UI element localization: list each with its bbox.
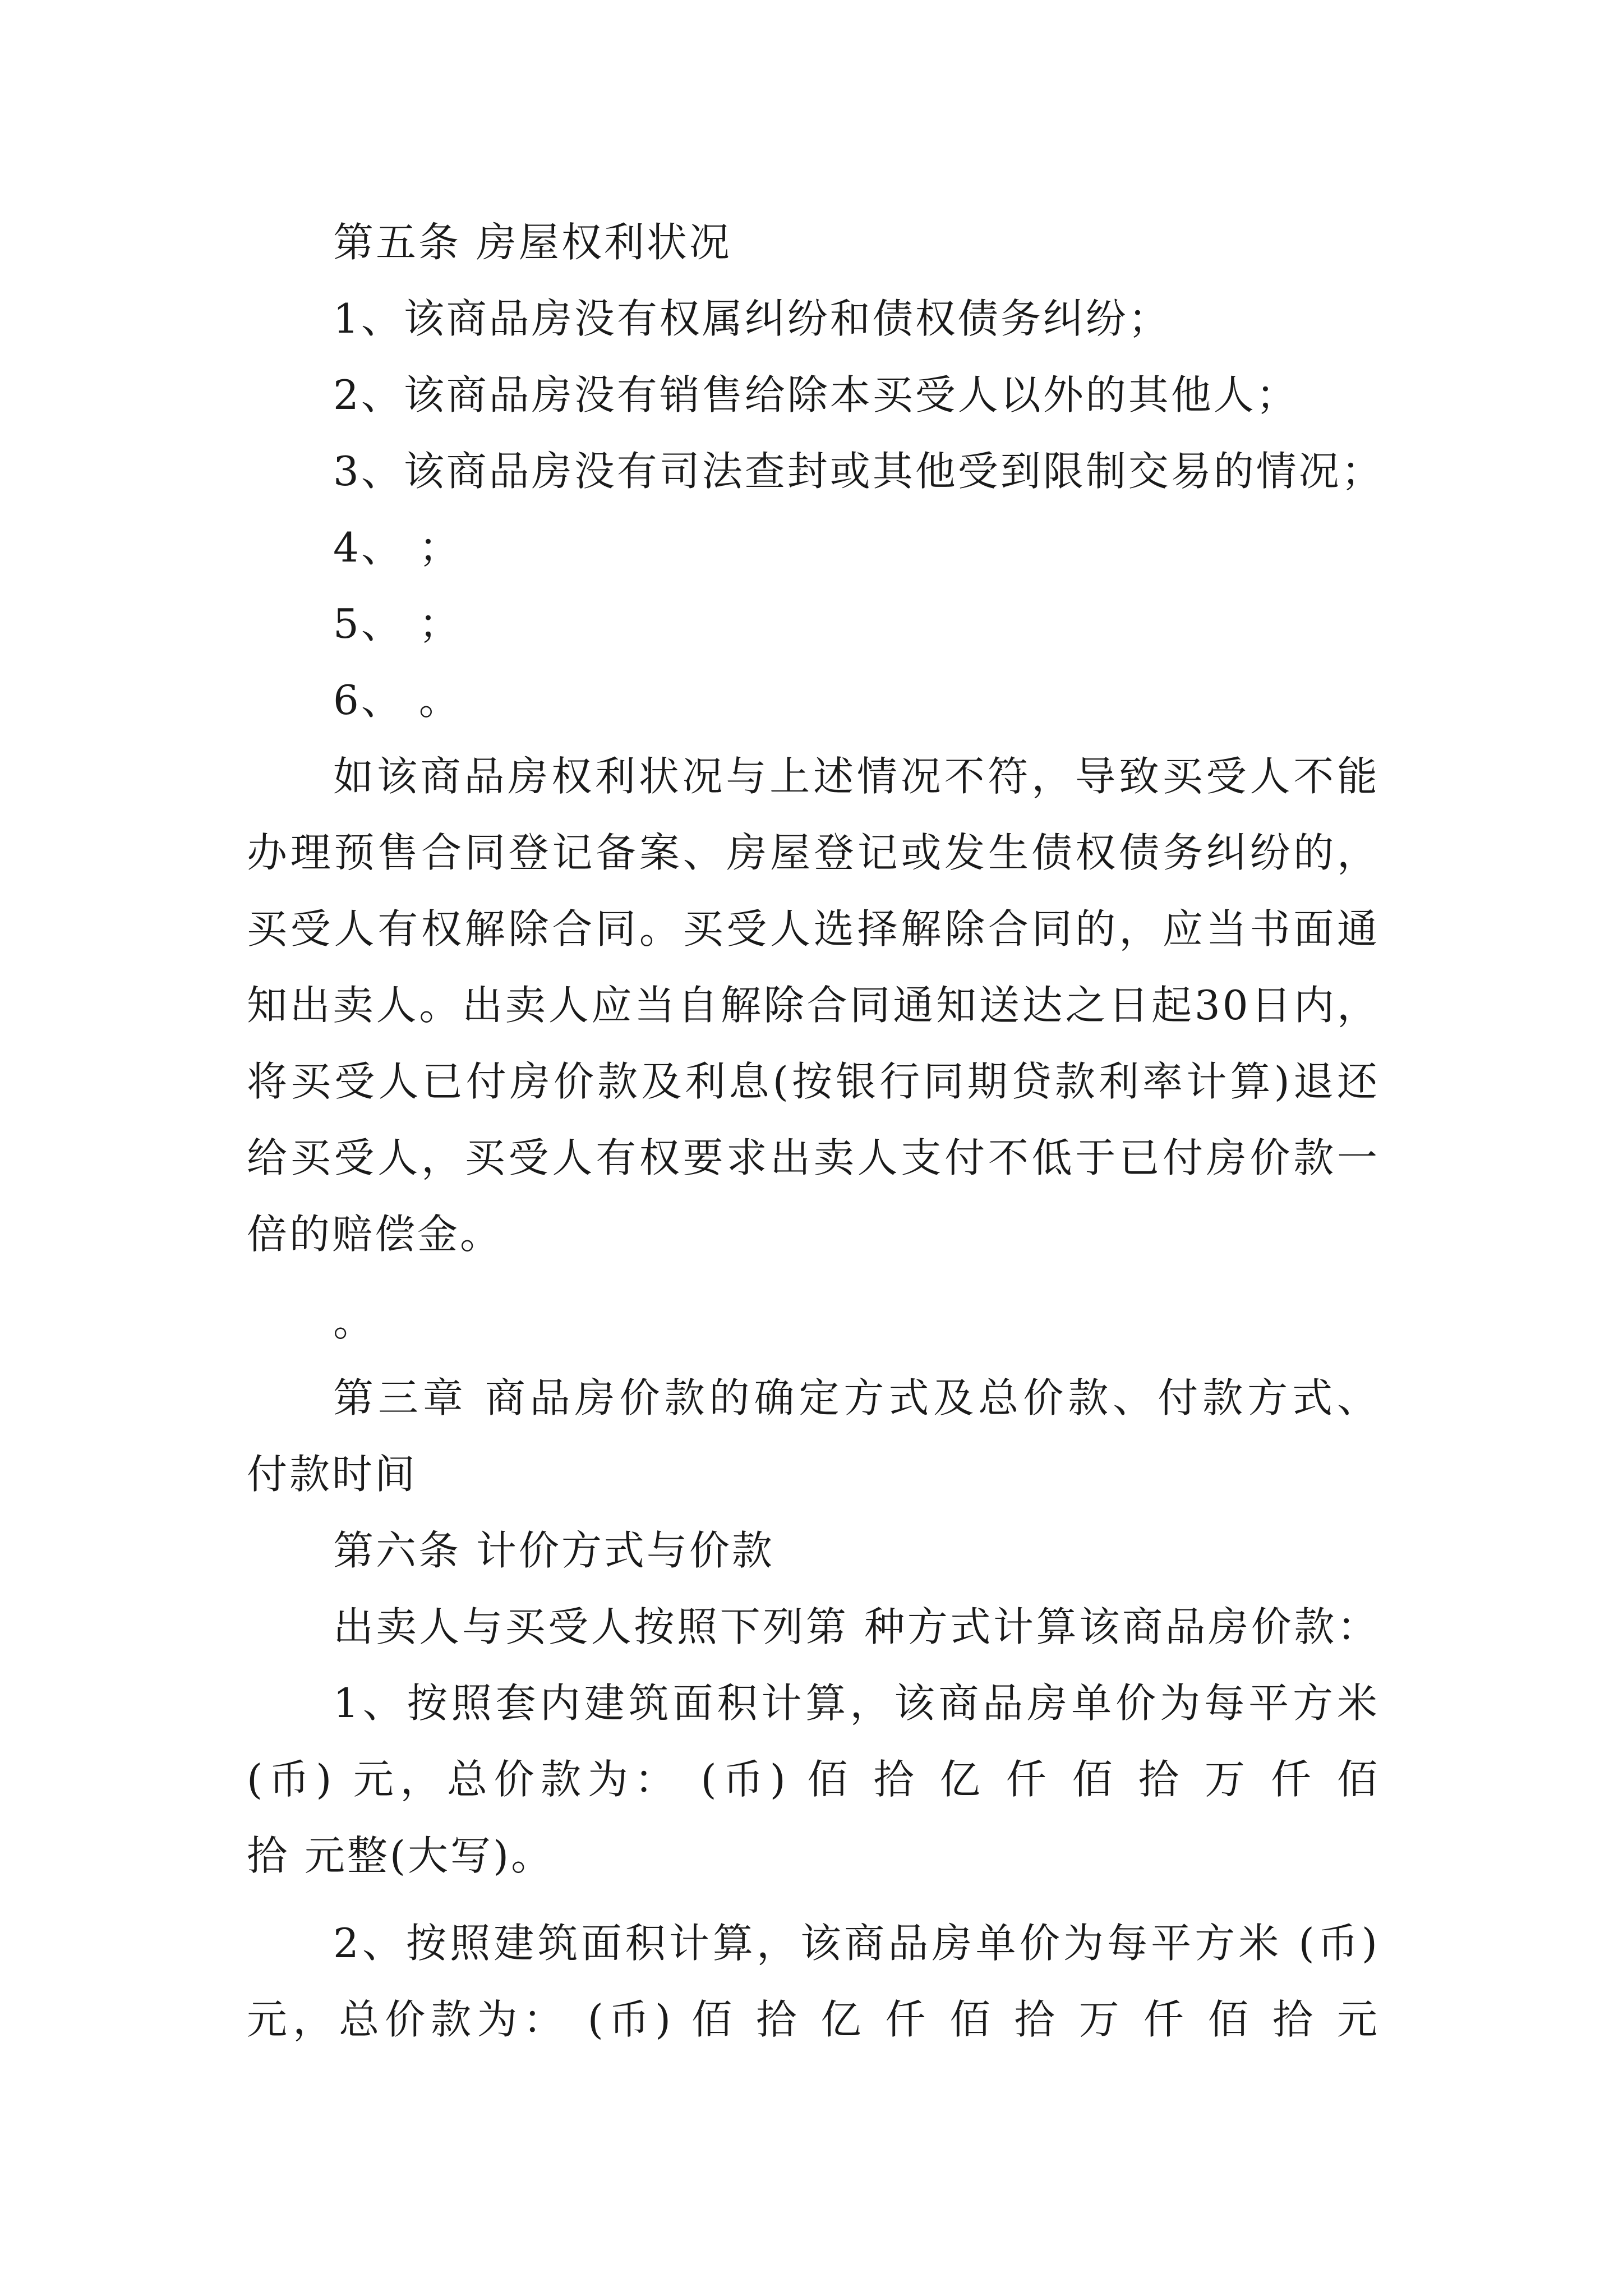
pricing-option-2: 2、按照建筑面积计算，该商品房单价为每平方米 (币)	[333, 1920, 1380, 1967]
pricing-option-1-amount: (币) 元，总价款为： (币) 佰 拾 亿 仟 佰 拾 万 仟 佰	[247, 1756, 1380, 1803]
paragraph-line: 将买受人已付房价款及利息(按银行同期贷款利率计算)退还	[247, 1058, 1380, 1105]
article-6-heading: 第六条 计价方式与价款	[333, 1527, 774, 1574]
paragraph-line: 倍的赔偿金。	[247, 1211, 503, 1258]
clause-2: 2、该商品房没有销售给除本买受人以外的其他人；	[333, 371, 1299, 418]
article-5-heading: 第五条 房屋权利状况	[333, 219, 732, 266]
paragraph-line: 如该商品房权利状况与上述情况不符，导致买受人不能	[333, 753, 1380, 800]
paragraph-line: 办理预售合同登记备案、房屋登记或发生债权债务纠纷的，	[247, 829, 1380, 876]
pricing-option-1-amount-end: 拾 元整(大写)。	[247, 1832, 554, 1879]
standalone-period: 。	[333, 1298, 376, 1345]
clause-4: 4、 ；	[333, 524, 462, 571]
pricing-method-intro: 出卖人与买受人按照下列第 种方式计算该商品房价款：	[333, 1603, 1380, 1650]
paragraph-line: 给买受人，买受人有权要求出卖人支付不低于已付房价款一	[247, 1134, 1380, 1181]
paragraph-line: 知出卖人。出卖人应当自解除合同通知送达之日起30日内，	[247, 982, 1380, 1029]
pricing-option-2-amount: 元，总价款为： (币) 佰 拾 亿 仟 佰 拾 万 仟 佰 拾 元	[247, 1996, 1380, 2043]
clause-6: 6、 。	[333, 677, 462, 724]
clause-3: 3、该商品房没有司法查封或其他受到限制交易的情况；	[333, 448, 1384, 495]
pricing-option-1: 1、按照套内建筑面积计算，该商品房单价为每平方米	[333, 1680, 1380, 1727]
chapter-3-heading: 第三章 商品房价款的确定方式及总价款、付款方式、	[333, 1374, 1380, 1421]
clause-1: 1、该商品房没有权属纠纷和债权债务纠纷；	[333, 295, 1171, 342]
clause-5: 5、 ；	[333, 600, 462, 647]
paragraph-line: 买受人有权解除合同。买受人选择解除合同的，应当书面通	[247, 905, 1380, 953]
chapter-3-heading-continued: 付款时间	[247, 1451, 418, 1498]
